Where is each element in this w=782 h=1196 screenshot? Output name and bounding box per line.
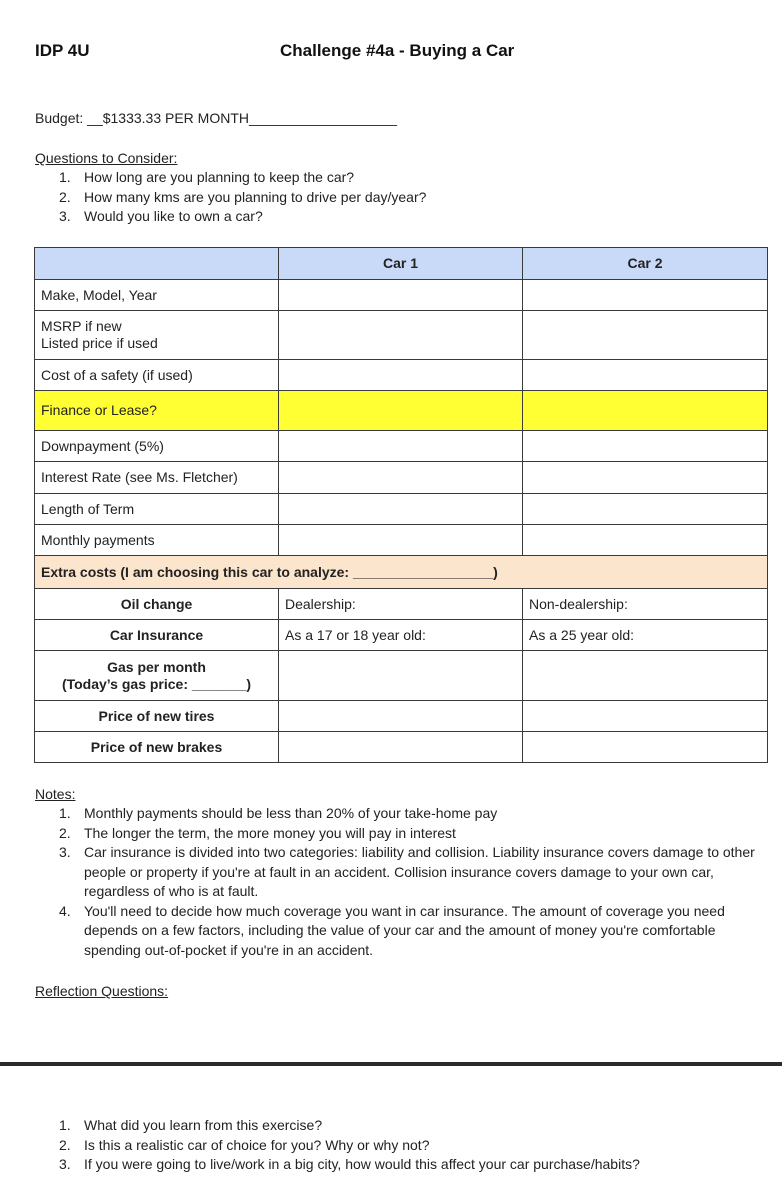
table-row bbox=[35, 431, 768, 462]
table-row bbox=[35, 280, 768, 311]
table-row-highlighted bbox=[35, 391, 768, 431]
car1-cell[interactable] bbox=[279, 701, 523, 732]
table-row bbox=[35, 462, 768, 494]
row-label: Oil change bbox=[35, 589, 279, 620]
car1-cell[interactable] bbox=[279, 732, 523, 763]
car1-cell[interactable] bbox=[279, 462, 523, 494]
extra-costs-header-row bbox=[35, 556, 768, 589]
car1-cell[interactable]: Dealership: bbox=[279, 589, 523, 620]
car2-cell[interactable] bbox=[523, 431, 768, 462]
car2-cell[interactable] bbox=[523, 494, 768, 525]
row-label: Finance or Lease? bbox=[35, 391, 279, 431]
row-label: Interest Rate (see Ms. Fletcher) bbox=[35, 462, 279, 494]
table-row bbox=[35, 589, 768, 620]
car2-cell[interactable] bbox=[523, 360, 768, 391]
car1-cell[interactable] bbox=[279, 280, 523, 311]
table-row bbox=[35, 525, 768, 556]
car2-cell[interactable] bbox=[523, 280, 768, 311]
car2-cell[interactable] bbox=[523, 391, 768, 431]
extra-costs-header: Extra costs (I am choosing this car to analyze: __________________) bbox=[35, 556, 768, 589]
questions-list bbox=[35, 168, 755, 227]
table-row bbox=[35, 651, 768, 701]
car2-cell[interactable] bbox=[523, 525, 768, 556]
table-row bbox=[35, 311, 768, 360]
reflection-heading: Reflection Questions: bbox=[35, 983, 169, 999]
page-title: Challenge #4a - Buying a Car bbox=[280, 41, 515, 60]
car1-cell[interactable] bbox=[279, 525, 523, 556]
row-label: Downpayment (5%) bbox=[35, 431, 279, 462]
header-cell-car1: Car 1 bbox=[279, 248, 523, 280]
car1-cell[interactable] bbox=[279, 494, 523, 525]
header-cell-blank bbox=[35, 248, 279, 280]
row-label: Monthly payments bbox=[35, 525, 279, 556]
page-divider bbox=[0, 1062, 782, 1066]
list-item: 3. Would you like to own a car? bbox=[59, 208, 263, 224]
list-item: 1. What did you learn from this exercise? bbox=[59, 1117, 323, 1133]
car2-cell[interactable] bbox=[523, 311, 768, 360]
car1-cell[interactable] bbox=[279, 311, 523, 360]
car2-cell[interactable] bbox=[523, 732, 768, 763]
list-item: 2. How many kms are you planning to drive per day/year? bbox=[59, 188, 427, 205]
table-row bbox=[35, 360, 768, 391]
car2-cell[interactable] bbox=[523, 651, 768, 701]
row-label: Cost of a safety (if used) bbox=[35, 360, 279, 391]
list-item: 3. Car insurance is divided into two categories: liability and collision. Liability insurance covers damage to other people or property if you're at fault in an accident. Collision insurance covers damage to your own car, regardless of who is at fault. bbox=[59, 844, 755, 899]
car2-cell[interactable]: As a 25 year old: bbox=[523, 620, 768, 651]
reflection-list bbox=[35, 1116, 770, 1175]
row-label: MSRP if new Listed price if used bbox=[35, 311, 279, 360]
list-item: 2. The longer the term, the more money you will pay in interest bbox=[59, 824, 456, 841]
questions-heading: Questions to Consider: bbox=[35, 150, 178, 166]
car2-cell[interactable]: Non-dealership: bbox=[523, 589, 768, 620]
list-item: 1. Monthly payments should be less than 20% of your take-home pay bbox=[59, 805, 498, 821]
car2-cell[interactable] bbox=[523, 462, 768, 494]
table-row bbox=[35, 494, 768, 525]
car1-cell[interactable] bbox=[279, 651, 523, 701]
row-label: Price of new tires bbox=[35, 701, 279, 732]
list-item: 4. You'll need to decide how much coverage you want in car insurance. The amount of coverage you need depends on a few factors, including the value of your car and the amount of money you're comfortable spending out-of-pocket if you're in an accident. bbox=[59, 902, 725, 958]
budget-line bbox=[35, 110, 397, 126]
row-label: Length of Term bbox=[35, 494, 279, 525]
row-label: Gas per month (Today’s gas price: _______) bbox=[35, 651, 279, 701]
row-label: Price of new brakes bbox=[35, 732, 279, 763]
header-cell-car2: Car 2 bbox=[523, 248, 768, 280]
car1-cell[interactable] bbox=[279, 431, 523, 462]
list-item: 3. If you were going to live/work in a big city, how would this affect your car purchase/habits? bbox=[59, 1156, 640, 1172]
car-comparison-table bbox=[34, 247, 768, 763]
table-row bbox=[35, 620, 768, 651]
notes-heading: Notes: bbox=[35, 786, 76, 802]
car2-cell[interactable] bbox=[523, 701, 768, 732]
car1-cell[interactable]: As a 17 or 18 year old: bbox=[279, 620, 523, 651]
car1-cell[interactable] bbox=[279, 391, 523, 431]
budget-value: __$1333.33 PER MONTH___________________ bbox=[87, 110, 397, 126]
table-row bbox=[35, 732, 768, 763]
budget-label: Budget: bbox=[35, 110, 84, 126]
list-item: 2. Is this a realistic car of choice for you? Why or why not? bbox=[59, 1136, 430, 1153]
table-header-row bbox=[35, 248, 768, 280]
course-code: IDP 4U bbox=[35, 41, 90, 60]
table-row bbox=[35, 701, 768, 732]
notes-list bbox=[35, 804, 770, 960]
row-label: Make, Model, Year bbox=[35, 280, 279, 311]
list-item: 1. How long are you planning to keep the car? bbox=[59, 169, 355, 185]
car1-cell[interactable] bbox=[279, 360, 523, 391]
row-label: Car Insurance bbox=[35, 620, 279, 651]
